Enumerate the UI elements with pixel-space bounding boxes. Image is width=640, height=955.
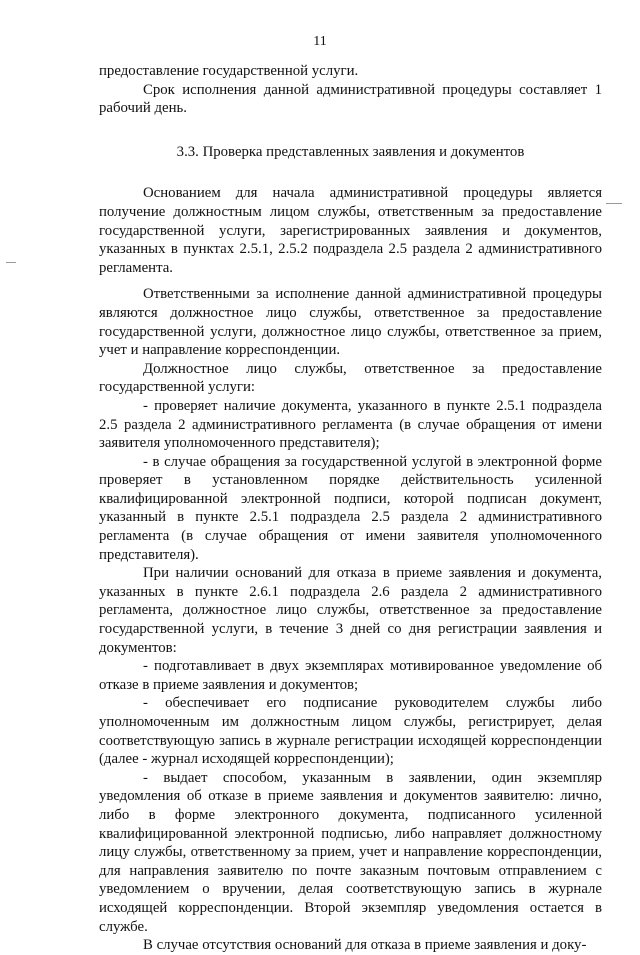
paragraph: Должностное лицо службы, ответственное за предоставление государственной услуги: bbox=[99, 360, 602, 396]
list-item: - подготавливает в двух экземплярах мотивированное уведомление об отказе в приеме заявления и документов; bbox=[99, 658, 602, 693]
list-item: - выдает способом, указанным в заявлении, один экземпляр уведомления об отказе в приеме заявления и документов заявителю: лично, либо в форме электронного документа, подписанного усиленной квалифицированной электронной подписью, либо направляет должностному лицу службы, ответственному за прием, учет и направление корреспонденции, для направления заявителю по почте заказным почтовым отправлением с уведомлением о вручении, делая соответствующую запись в журнале исходящей корреспонденции. Второй экземпляр уведомления остается в службе. bbox=[99, 769, 602, 935]
scan-mark bbox=[6, 262, 16, 263]
list-item: - в случае обращения за государственной услугой в электронной форме проверяет в установленном порядке действительность усиленной квалифицированной электронной подписи, которой подписан документ, указанный в пункте 2.5.1 подраздела 2.5 раздела 2 административного регламента (в случае обращения от имени заявителя уполномоченного представителя). bbox=[99, 453, 602, 563]
paragraph: В случае отсутствия оснований для отказа в приеме заявления и доку- bbox=[143, 937, 587, 954]
paragraph: предоставление государственной услуги. bbox=[99, 63, 359, 79]
document-body bbox=[99, 62, 602, 955]
scan-mark bbox=[606, 203, 622, 204]
section-heading: 3.3. Проверка представленных заявления и документов bbox=[176, 143, 525, 160]
paragraph: Ответственными за исполнение данной административной процедуры являются должностное лицо службы, ответственное за предоставление государственной услуги, должностное лицо службы, ответственное за прием, учет и направление корреспонденции. bbox=[99, 286, 602, 359]
paragraph: При наличии оснований для отказа в приеме заявления и документа, указанных в пункте 2.6.1 подраздела 2.6 раздела 2 административного регламента, должностное лицо службы, ответственное за предоставление государственной услуги, в течение 3 дней со дня регистрации заявления и документов: bbox=[99, 565, 602, 656]
page-number: 11 bbox=[313, 34, 327, 49]
list-item: - обеспечивает его подписание руководителем службы либо уполномоченным им должностным лицом службы, регистрирует, делая соответствующую запись в журнале регистрации исходящей корреспонденции (далее - журнал исходящей корреспонденции); bbox=[99, 695, 602, 768]
paragraph: Срок исполнения данной административной процедуры составляет 1 рабочий день. bbox=[99, 81, 602, 117]
list-item: - проверяет наличие документа, указанного в пункте 2.5.1 подраздела 2.5 раздела 2 административного регламента (в случае обращения от имени заявителя уполномоченного представителя); bbox=[99, 397, 602, 452]
paragraph: Основанием для начала административной процедуры является получение должностным лицом службы, ответственным за предоставление государственной услуги, зарегистрированных заявления и документов, указанных в пунктах 2.5.1, 2.5.2 подраздела 2.5 раздела 2 административного регламента. bbox=[99, 185, 602, 276]
